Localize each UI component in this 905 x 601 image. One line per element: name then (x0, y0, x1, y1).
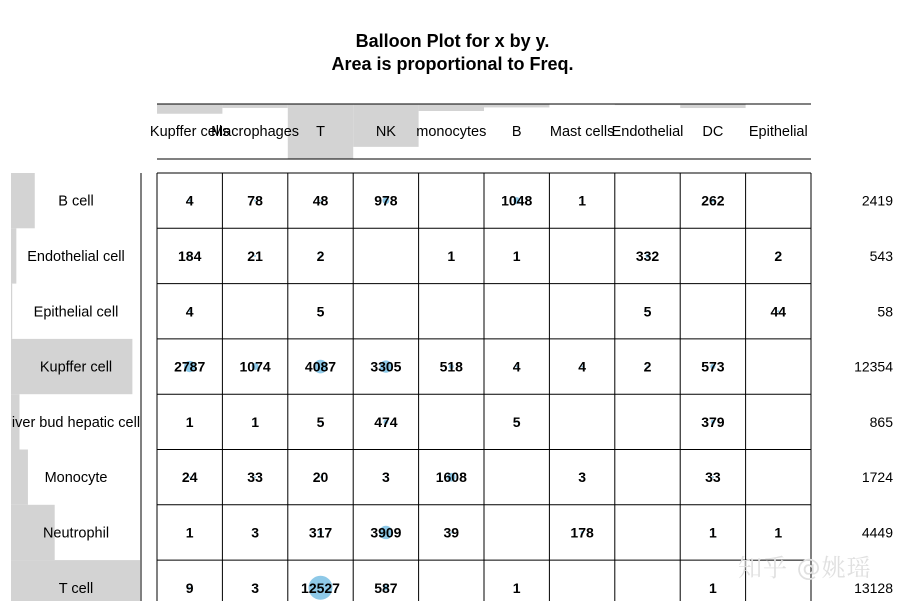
row-label: T cell (58, 580, 94, 597)
row-marginal-bar (11, 173, 35, 228)
cell-value-label: 1 (447, 247, 456, 264)
cell-value-label: 3909 (370, 524, 402, 541)
column-label: Kupffer cells (149, 124, 230, 140)
column-marginal-bar (680, 104, 745, 108)
cell-value-label: 379 (701, 413, 725, 430)
cell-value-label: 2 (316, 247, 325, 264)
column-label: Macrophages (211, 124, 300, 140)
cell-value-label: 474 (374, 413, 398, 430)
cell-value-label: 44 (770, 303, 787, 320)
cell-value-label: 1074 (239, 358, 271, 375)
row-total: 543 (869, 247, 893, 264)
cell-value-label: 573 (701, 358, 725, 375)
cell-value-label: 3 (251, 579, 259, 596)
row-label: Endothelial cell (27, 248, 125, 265)
cell-value-label: 20 (312, 469, 329, 486)
chart-subtitle: Area is proportional to Freq. (331, 54, 574, 74)
cell-value-label: 184 (178, 247, 202, 264)
row-marginal-bar (11, 228, 16, 283)
row-total: 12354 (854, 358, 893, 375)
cell-value-label: 1 (512, 579, 521, 596)
row-total: 865 (869, 413, 893, 430)
cell-value-label: 5 (643, 303, 652, 320)
cell-value-label: 3 (578, 469, 586, 486)
cell-value-label: 5 (316, 303, 325, 320)
row-total: 1724 (861, 469, 893, 486)
row-label: Epithelial cell (33, 304, 119, 321)
cell-value-label: 12527 (301, 579, 340, 596)
cell-value-label: 317 (308, 524, 333, 541)
cell-value-label: 4087 (304, 358, 337, 375)
cell-value-label: 3305 (370, 358, 402, 375)
row-total: 2419 (861, 192, 893, 209)
row-marginal-bar (11, 450, 28, 505)
watermark: 知乎 @姚瑶 (738, 554, 872, 582)
cell-value-label: 518 (439, 358, 463, 375)
cell-value-label: 1 (185, 524, 194, 541)
column-label: monocytes (416, 124, 487, 140)
row-label: B cell (58, 193, 94, 210)
cell-value-label: 1 (251, 413, 259, 430)
row-label: Monocyte (44, 470, 108, 487)
row-label: Kupffer cell (39, 359, 113, 376)
row-total: 4449 (861, 524, 893, 541)
cell-value-label: 1 (709, 524, 717, 541)
column-marginal-bar (157, 104, 222, 114)
column-label: NK (375, 124, 396, 140)
cell-value-label: 1 (774, 524, 783, 541)
cell-value-label: 39 (443, 524, 460, 541)
cell-value-label: 1 (709, 579, 717, 596)
cell-value-label: 978 (374, 192, 398, 209)
column-label: Epithelial (748, 124, 808, 140)
cell-value-label: 2 (643, 358, 652, 375)
row-label: Neutrophil (42, 525, 110, 542)
cell-value-label: 332 (635, 247, 660, 264)
cell-value-label: 21 (247, 247, 263, 264)
cell-value-label: 24 (181, 469, 198, 486)
cell-value-label: 5 (316, 413, 325, 430)
column-label: Mast cells (549, 124, 615, 140)
cell-value-label: 1 (578, 192, 586, 209)
cell-value-label: 4 (578, 358, 586, 375)
cell-value-label: 262 (701, 192, 725, 209)
cell-value-label: 1048 (501, 192, 533, 209)
column-marginal-bar (484, 104, 549, 107)
cell-value-label: 48 (312, 192, 329, 209)
column-marginal-bar (222, 104, 287, 108)
column-label: B (511, 124, 522, 140)
column-label: T (316, 124, 325, 140)
row-total: 58 (877, 303, 893, 320)
cell-value-label: 1608 (435, 469, 467, 486)
column-marginal-bar (419, 104, 484, 111)
cell-value-label: 78 (247, 192, 263, 209)
cell-value-label: 5 (512, 413, 521, 430)
cell-value-label: 3 (251, 524, 259, 541)
cell-value-label: 587 (374, 579, 398, 596)
cell-value-label: 1 (512, 247, 521, 264)
cell-value-label: 33 (247, 469, 263, 486)
row-total: 13128 (854, 579, 893, 596)
cell-value-label: 4 (185, 192, 194, 209)
cell-value-label: 178 (570, 524, 594, 541)
cell-value-label: 4 (512, 358, 521, 375)
cell-value-label: 3 (382, 469, 390, 486)
cell-value-label: 2 (774, 247, 783, 264)
cell-value-label: 33 (705, 469, 721, 486)
chart-title: Balloon Plot for x by y. (355, 31, 550, 51)
cell-value-label: 9 (185, 579, 194, 596)
column-label: DC (702, 124, 724, 140)
cell-value-label: 2787 (174, 358, 206, 375)
cell-value-label: 4 (185, 303, 194, 320)
cell-value-label: 1 (185, 413, 194, 430)
column-label: Endothelial (611, 124, 684, 140)
row-marginal-bar (11, 284, 12, 339)
row-label: iver bud hepatic cell (11, 414, 141, 431)
